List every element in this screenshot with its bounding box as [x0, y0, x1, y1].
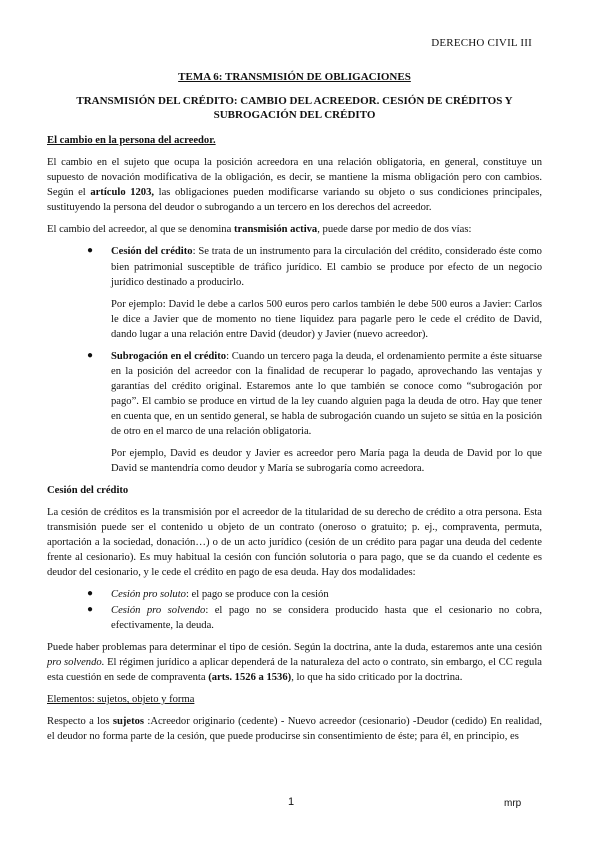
article-reference: (arts. 1526 a 1536)	[208, 672, 292, 684]
text: : el pago se produce con la cesión	[185, 589, 329, 601]
text: Respecto a los	[47, 716, 113, 728]
bold-term: Cesión del crédito	[111, 246, 193, 258]
topic-title: TEMA 6: TRANSMISIÓN DE OBLIGACIONES	[178, 71, 411, 83]
list-item-subrogation	[47, 349, 542, 439]
text: : Cuando un tercero paga la deuda, el ordenamiento permite a éste situarse en la posición del acreedor con la finalidad de recuperar lo pagado, aprovechando las ventajas y garantías del crédito original. Estaremos ante lo que también se conoce como “subrogación por pago”. El cambio se produce en virtud de la ley cuando alguien paga la deuda de otro. Hay que tener en cuenta que, en un sentido general, se habla de subrogación cuando un sujeto se sitúa en la posición de otro en el marco de una relación obligatoria.	[111, 350, 542, 437]
underlined-heading: Elementos: sujetos, objeto y forma	[47, 694, 195, 706]
text: El régimen jurídico a aplicar dependerá de la naturaleza del acto o contrato, sin embargo, el CC regula esta cuestión en sede de compraventa	[47, 657, 542, 684]
heading-change-of-creditor: El cambio en la persona del acreedor.	[47, 135, 216, 147]
text: , puede darse por medio de dos vías:	[317, 224, 472, 236]
bold-term: sujetos	[112, 716, 145, 728]
text: : el pago no se considera producido hasta que el cesionario no cobra, efectivamente, la deuda.	[111, 605, 542, 632]
bullet-icon: ●	[87, 588, 94, 600]
bold-term: Subrogación en el crédito	[111, 350, 227, 362]
text: las obligaciones pueden modificarse variando su objeto o sus condiciones principales, sustituyendo la persona del deudor o subrogando a un tercero en los derechos del acreedor.	[47, 187, 542, 214]
page-number: 1	[288, 796, 295, 808]
transmission-ways-list	[47, 244, 542, 289]
text: , lo que ha sido criticado por la doctrina.	[291, 672, 463, 684]
paragraph-assignment-type	[47, 640, 542, 685]
list-item-pro-soluto	[47, 587, 542, 602]
bullet-icon: ●	[87, 604, 94, 616]
subtitle-line-1: TRANSMISIÓN DEL CRÉDITO: CAMBIO DEL ACREEDOR. CESIÓN DE CRÉDITOS Y	[76, 94, 513, 107]
bullet-icon: ●	[87, 349, 94, 361]
modalities-list	[47, 587, 542, 633]
example-subrogation: Por ejemplo, David es deudor y Javier es acreedor pero María paga la deuda de David por lo que David se mantendría como deudor y María se subrogaría como acreedora.	[111, 447, 542, 474]
list-item-credit-assignment	[47, 244, 542, 289]
subtitle-line-2: SUBROGACIÓN DEL CRÉDITO	[213, 109, 376, 122]
heading-credit-assignment: Cesión del crédito	[47, 484, 129, 496]
list-item-pro-solvendo	[47, 603, 542, 633]
paragraph-subjects	[47, 714, 542, 744]
text: El cambio del acreedor, al que se denomina	[47, 224, 234, 236]
italic-term: Cesión pro soluto	[111, 589, 186, 601]
text: :Acreedor originario (cedente) - Nuevo acreedor (cesionario) -Deudor (cedido) En realidad, el deudor no forma parte de la cesión, que puede producirse sin consentimiento de éste; para él, en principio, es	[47, 716, 543, 743]
italic-term: pro solvendo.	[47, 657, 105, 669]
text: El cambio en el sujeto que ocupa la posición acreedora en una relación obligatoria, en general, constituye un supuesto de novación modificativa de la obligación, es decir, se mantiene la misma obligación pero con cambios. Según el	[47, 157, 542, 199]
transmission-ways-list-2	[47, 349, 542, 439]
section-subtitle	[47, 94, 542, 124]
italic-term: Cesión pro solvendo	[111, 605, 206, 617]
document-body	[47, 70, 542, 751]
text: : Se trata de un instrumento para la circulación del crédito, considerado éste como bien patrimonial susceptible de tráfico jurídico. El cambio se produce por efecto de un negocio jurídico destinado a producirlo.	[111, 246, 542, 288]
course-header: DERECHO CIVIL III	[431, 37, 532, 49]
paragraph-assignment-definition: La cesión de créditos es la transmisión por el acreedor de la titularidad de su derecho de crédito a otra persona. Esta transmisión puede ser el contenido u objeto de un contrato (oneroso o gratuito; p. ej., compraventa, permuta, aportación a la sociedad, donación…) o de un acto jurídico (cesión de un crédito para pagar una deuda del cedente frente al cesionario). Es muy habitual la cesión con función solutoria o para pago, que se da cuando el cedente es deudor del cesionario, y le cede el crédito en pago de esa deuda. Hay dos modalidades:	[47, 506, 542, 579]
bold-term: transmisión activa	[233, 224, 318, 236]
bullet-icon: ●	[87, 245, 94, 257]
text: Puede haber problemas para determinar el tipo de cesión. Según la doctrina, ante la duda, estaremos ante una cesión	[47, 642, 542, 654]
paragraph-active-transmission	[47, 222, 542, 237]
author-initials: mrp	[504, 798, 522, 809]
article-reference: artículo 1203,	[90, 187, 155, 199]
paragraph-novation	[47, 155, 542, 215]
example-assignment: Por ejemplo: David le debe a carlos 500 euros pero carlos también le debe 500 euros a Javier: Carlos le dice a Javier que de momento no tiene liquidez para pagarle pero le cede el crédito de David, dando lugar a una relación entre David (deudor) y Javier (nuevo acreedor).	[111, 298, 542, 340]
heading-elements	[47, 692, 542, 707]
